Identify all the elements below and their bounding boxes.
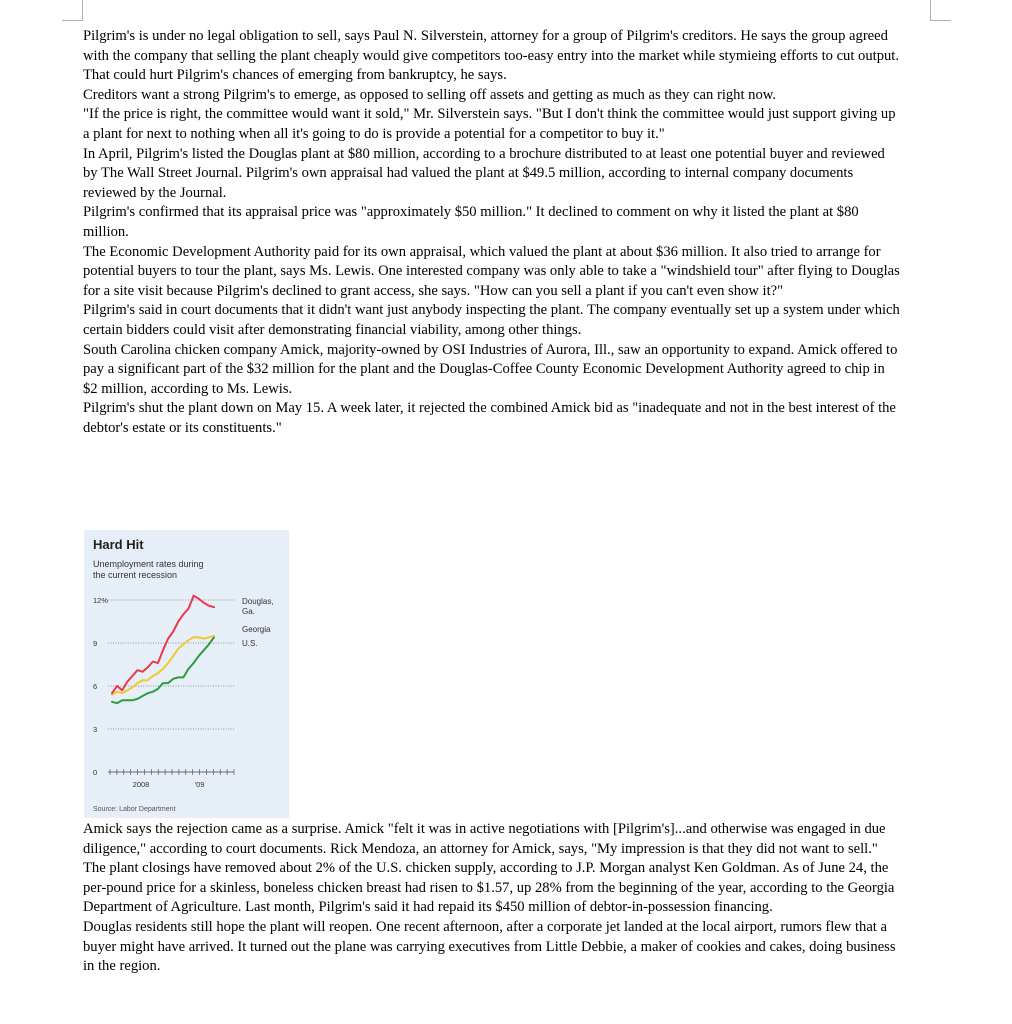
legend-label bbox=[242, 597, 274, 616]
paragraph: "If the price is right, the committee would want it sold," Mr. Silverstein says. "But I don't think the committee would just support giving up a plant for next to nothing when all it's going to do is provide a potential for a competitor to buy it." bbox=[83, 106, 896, 142]
paragraph: Pilgrim's confirmed that its appraisal price was "approximately $50 million." It declined to comment on why it listed the plant at $80 million. bbox=[83, 204, 859, 240]
chart-subtitle-line-2: the current recession bbox=[93, 570, 178, 580]
y-tick-label: 0 bbox=[93, 768, 98, 777]
paragraph: Douglas residents still hope the plant will reopen. One recent afternoon, after a corporate jet landed at the local airport, rumors flew that a buyer might have arrived. It turned out the plane was carrying executives from Little Debbie, a maker of cookies and cakes, doing business in the region. bbox=[83, 918, 896, 975]
paragraph: The Economic Development Authority paid for its own appraisal, which valued the plant at about $36 million. It also tried to arrange for potential buyers to tour the plant, says Ms. Lewis. One interested company was only able to take a "windshield tour" after flying to Douglas for a site visit because Pilgrim's declined to grant access, she says. "How can you sell a plant if you can't even show it?" bbox=[83, 243, 900, 299]
legend-label-line: Ga. bbox=[242, 607, 255, 616]
paragraph: In April, Pilgrim's listed the Douglas plant at $80 million, according to a brochure distributed to at least one potential buyer and reviewed by The Wall Street Journal. Pilgrim's own appraisal had valued the plant at $49.5 million, according to internal company documents reviewed by the Journal. bbox=[83, 145, 885, 201]
series-line-u-s bbox=[112, 637, 214, 703]
crop-mark-top-right-vertical bbox=[930, 0, 931, 20]
chart-canvas bbox=[84, 530, 289, 818]
paragraph: Creditors want a strong Pilgrim's to emerge, as opposed to selling off assets and getting as much as they can right now. bbox=[83, 86, 777, 103]
paragraph: Pilgrim's is under no legal obligation to sell, says Paul N. Silverstein, attorney for a group of Pilgrim's creditors. He says the group agreed with the company that selling the plant cheaply would give competitors too-easy entry into the market while stymieing efforts to cut output. That could hurt Pilgrim's chances of emerging from bankruptcy, he says. bbox=[83, 28, 899, 84]
series-line-douglas-ga bbox=[112, 596, 214, 694]
legend-label: U.S. bbox=[242, 639, 258, 648]
paragraph: Pilgrim's said in court documents that it didn't want just anybody inspecting the plant. The company eventually set up a system under which certain bidders could visit after demonstrating financial viability, among other things. bbox=[83, 302, 900, 338]
legend-label-line: Douglas, bbox=[242, 597, 274, 606]
article-body-top bbox=[83, 27, 903, 438]
article-body-bottom bbox=[83, 820, 903, 977]
chart-gridlines bbox=[108, 600, 234, 729]
y-tick-label: 3 bbox=[93, 725, 98, 734]
paragraph: Amick says the rejection came as a surprise. Amick "felt it was in active negotiations with [Pilgrim's]...and otherwise was engaged in due diligence," according to court documents. Rick Mendoza, an attorney for Amick, says, "My impression is that they did not want to sell." bbox=[83, 821, 886, 857]
paragraph: Pilgrim's shut the plant down on May 15. A week later, it rejected the combined Amick bid as "inadequate and not in the best interest of the debtor's estate or its constituents." bbox=[83, 400, 896, 436]
crop-mark-top-left-vertical bbox=[82, 0, 83, 20]
chart-title: Hard Hit bbox=[93, 537, 144, 552]
crop-mark-top-left-horizontal bbox=[62, 20, 83, 21]
y-tick-label: 9 bbox=[93, 639, 98, 648]
y-tick-label: 12% bbox=[93, 596, 109, 605]
chart-source: Source: Labor Department bbox=[93, 806, 176, 813]
legend-label: Georgia bbox=[242, 625, 271, 634]
x-tick-label: 2008 bbox=[132, 780, 150, 789]
paragraph: South Carolina chicken company Amick, majority-owned by OSI Industries of Aurora, Ill., saw an opportunity to expand. Amick offered to pay a significant part of the $32 million for the plant and the Douglas-Coffee County Economic Development Authority agreed to chip in $2 million, according to Ms. Lewis. bbox=[83, 341, 898, 397]
y-tick-label: 6 bbox=[93, 682, 98, 691]
x-tick-label: '09 bbox=[194, 780, 205, 789]
crop-mark-top-right-horizontal bbox=[930, 20, 951, 21]
paragraph: The plant closings have removed about 2% of the U.S. chicken supply, according to J.P. Morgan analyst Ken Goldman. As of June 24, the per-pound price for a skinless, boneless chicken breast had risen to $1.57, up 28% from the beginning of the year, according to the Georgia Department of Agriculture. Last month, Pilgrim's said it had repaid its $450 million of debtor-in-possession financing. bbox=[83, 860, 895, 916]
unemployment-chart bbox=[84, 530, 289, 818]
chart-subtitle-line-1: Unemployment rates during bbox=[93, 559, 204, 569]
chart-legend bbox=[242, 597, 274, 648]
chart-series bbox=[112, 596, 214, 704]
